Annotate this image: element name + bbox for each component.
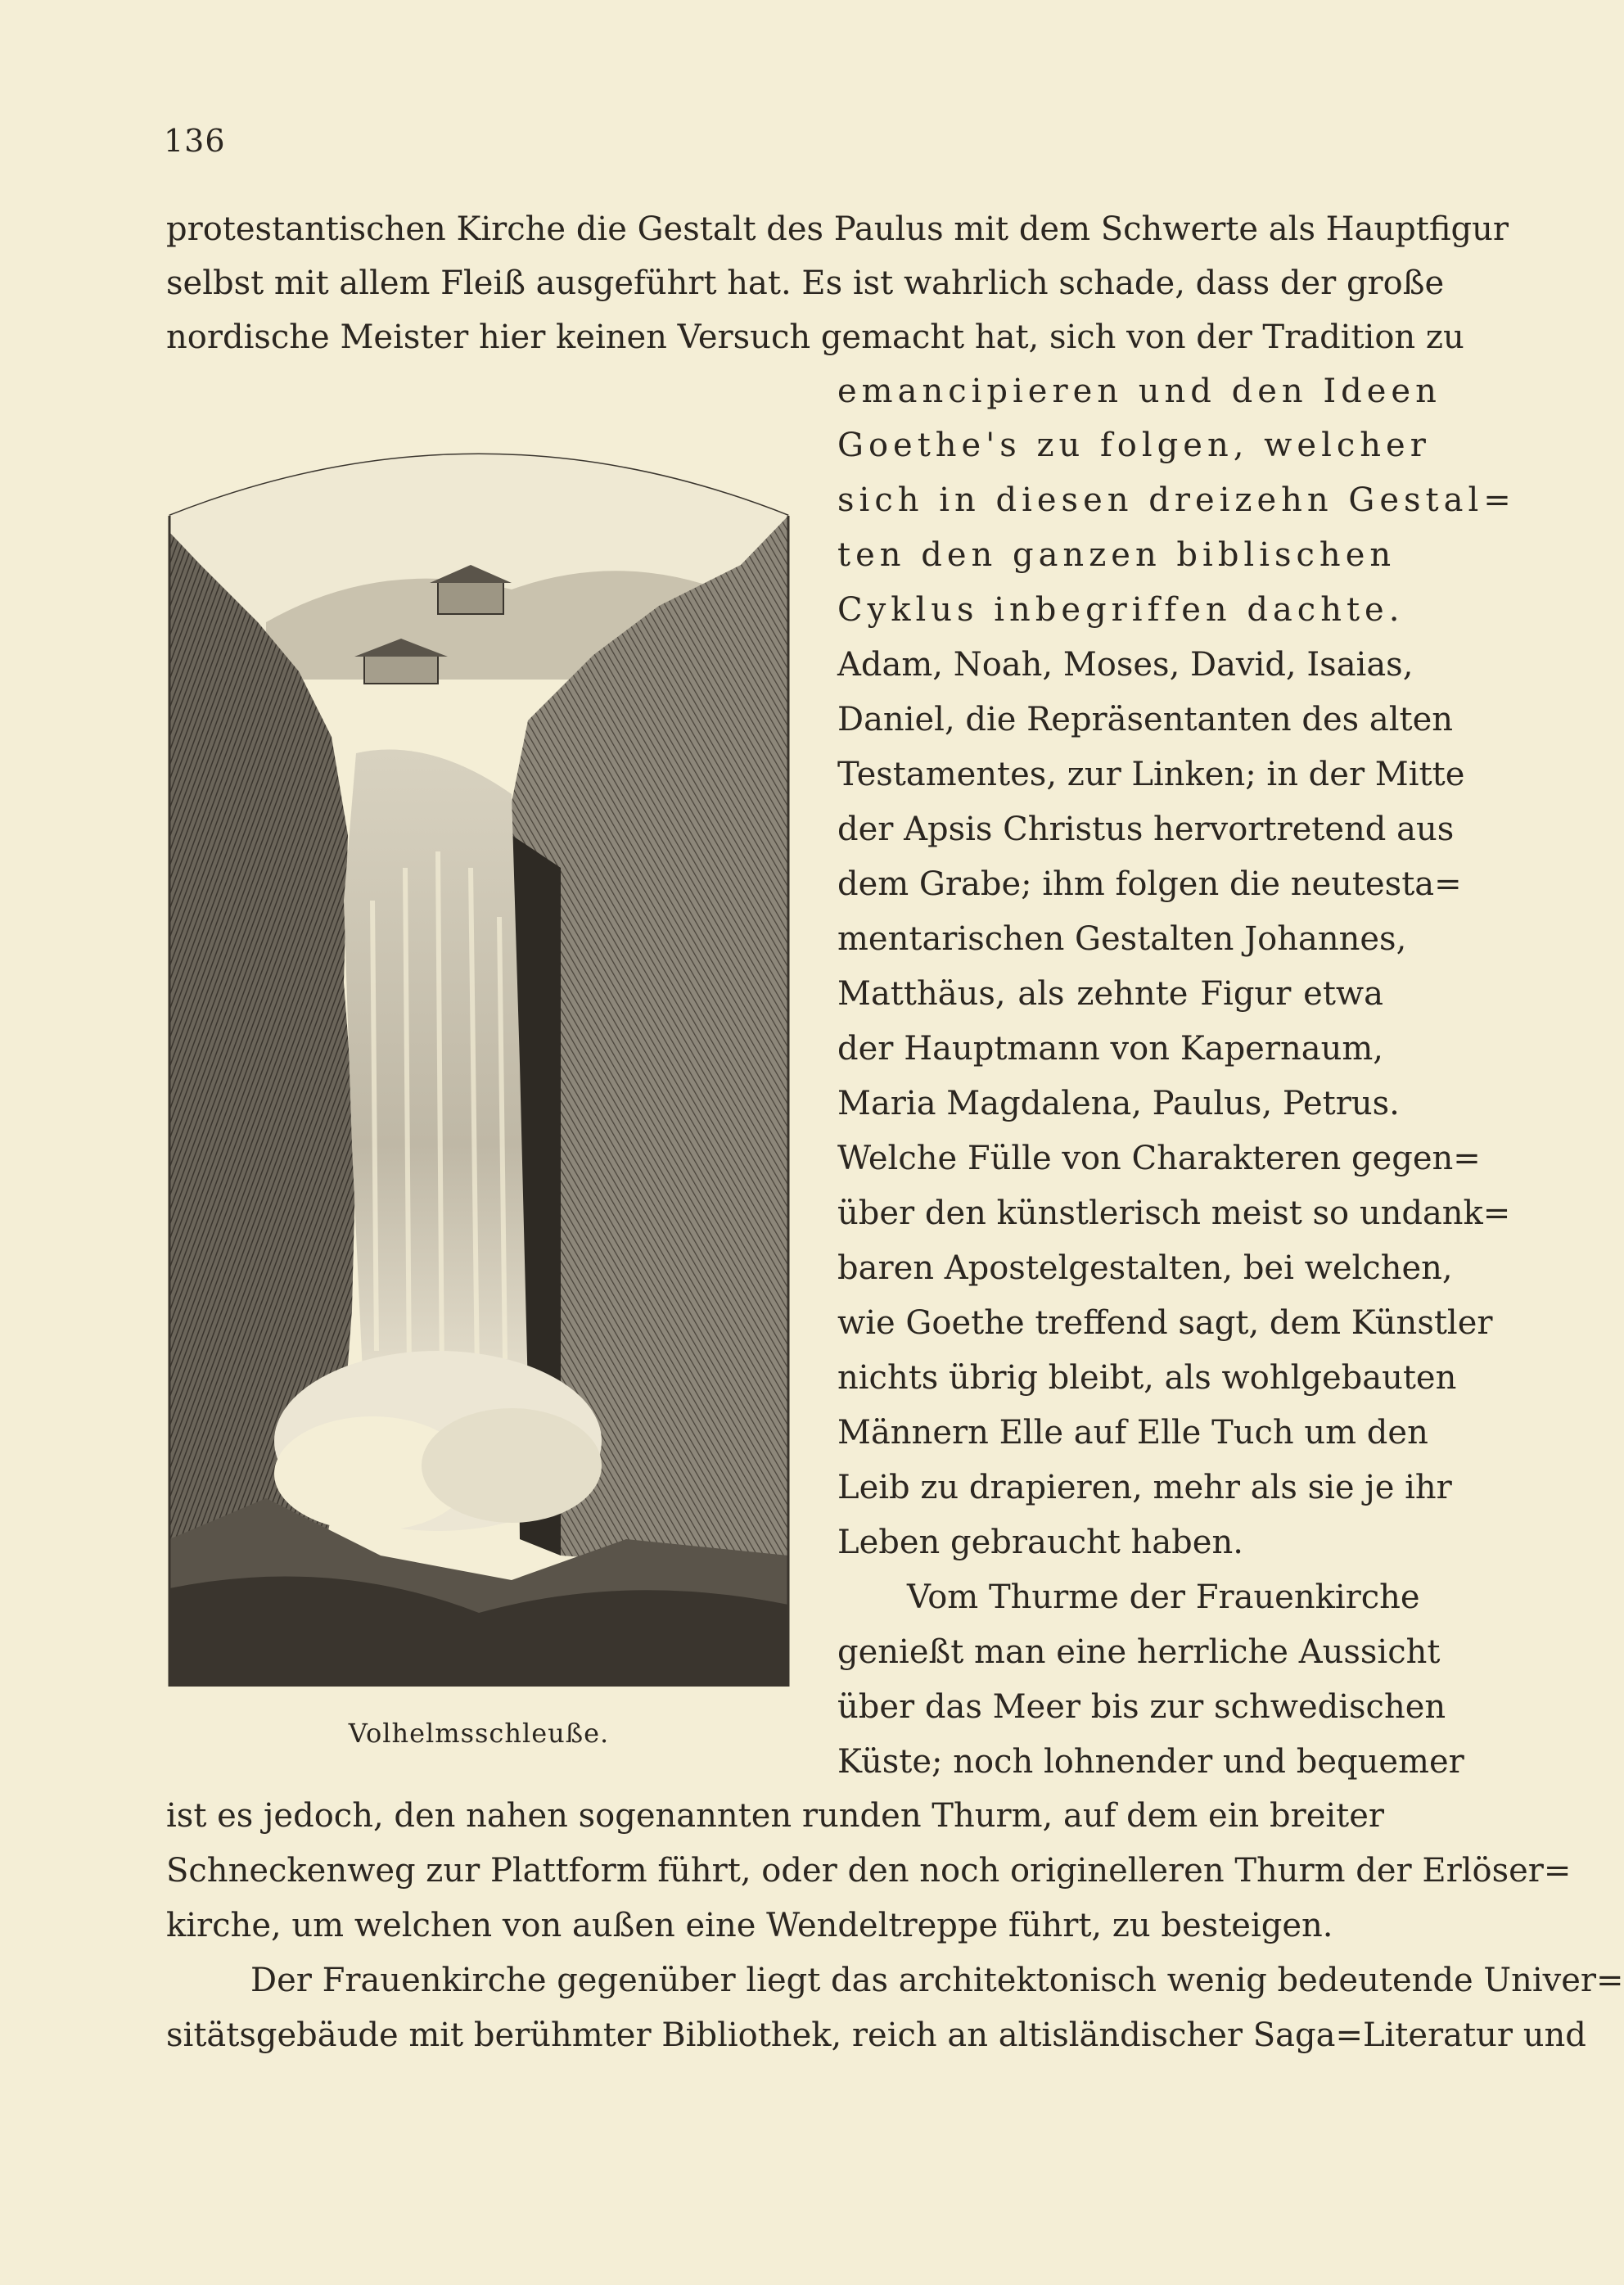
text-line: Küste; noch lohnender und bequemer — [837, 1743, 1464, 1781]
text-line: über den künstlerisch meist so undank= — [837, 1194, 1511, 1232]
text-line: Männern Elle auf Elle Tuch um den — [837, 1414, 1428, 1452]
text-line: kirche, um welchen von außen eine Wendeltreppe führt, zu besteigen. — [166, 1907, 1333, 1944]
text-line: nichts übrig bleibt, als wohlgebauten — [837, 1359, 1457, 1397]
illustration-caption: Volhelmsschleuße. — [348, 1718, 610, 1749]
text-line: Daniel, die Repräsentanten des alten — [837, 701, 1454, 738]
text-line: Matthäus, als zehnte Figur etwa — [837, 975, 1383, 1013]
text-line: der Hauptmann von Kapernaum, — [837, 1030, 1383, 1068]
text-line: sich in diesen dreizehn Gestal= — [837, 481, 1516, 519]
text-line: Der Frauenkirche gegenüber liegt das architektonisch wenig bedeutende Univer= — [250, 1962, 1624, 1999]
text-line: über das Meer bis zur schwedischen — [837, 1688, 1446, 1726]
text-line: mentarischen Gestalten Johannes, — [837, 920, 1407, 958]
text-line: ten den ganzen biblischen — [837, 536, 1396, 574]
text-line: sitätsgebäude mit berühmter Bibliothek, reich an altisländischer Saga=Literatur und — [166, 2016, 1586, 2054]
text-line: dem Grabe; ihm folgen die neutesta= — [837, 865, 1462, 903]
text-line: Vom Thurme der Frauenkirche — [907, 1578, 1420, 1616]
text-line: Welche Fülle von Charakteren gegen= — [837, 1140, 1481, 1177]
waterfall-engraving-icon — [168, 409, 790, 1703]
text-line: ist es jedoch, den nahen sogenannten runden Thurm, auf dem ein breiter — [166, 1797, 1385, 1835]
text-line: nordische Meister hier keinen Versuch gemacht hat, sich von der Tradition zu — [166, 318, 1464, 356]
text-line: Maria Magdalena, Paulus, Petrus. — [837, 1085, 1400, 1122]
text-line: Leben gebraucht haben. — [837, 1524, 1243, 1561]
text-line: Testamentes, zur Linken; in der Mitte — [837, 756, 1465, 793]
text-line: emancipieren und den Ideen — [837, 373, 1441, 410]
text-line: der Apsis Christus hervortretend aus — [837, 811, 1455, 848]
text-line: Cyklus inbegriffen dachte. — [837, 591, 1405, 629]
text-line: Adam, Noah, Moses, David, Isaias, — [837, 646, 1414, 684]
text-line: Schneckenweg zur Plattform führt, oder den noch originelleren Thurm der Erlöser= — [166, 1852, 1572, 1890]
text-line: baren Apostelgestalten, bei welchen, — [837, 1249, 1453, 1287]
text-line: wie Goethe treffend sagt, dem Künstler — [837, 1304, 1493, 1342]
waterfall-illustration — [168, 409, 790, 1703]
text-line: selbst mit allem Fleiß ausgeführt hat. Es ist wahrlich schade, dass der große — [166, 264, 1445, 302]
text-line: Leib zu drapieren, mehr als sie je ihr — [837, 1469, 1452, 1506]
text-line: Goethe's zu folgen, welcher — [837, 427, 1431, 464]
text-line: genießt man eine herrliche Aussicht — [837, 1633, 1441, 1671]
page-number: 136 — [164, 123, 226, 159]
text-line: protestantischen Kirche die Gestalt des Paulus mit dem Schwerte als Hauptfigur — [166, 210, 1509, 248]
